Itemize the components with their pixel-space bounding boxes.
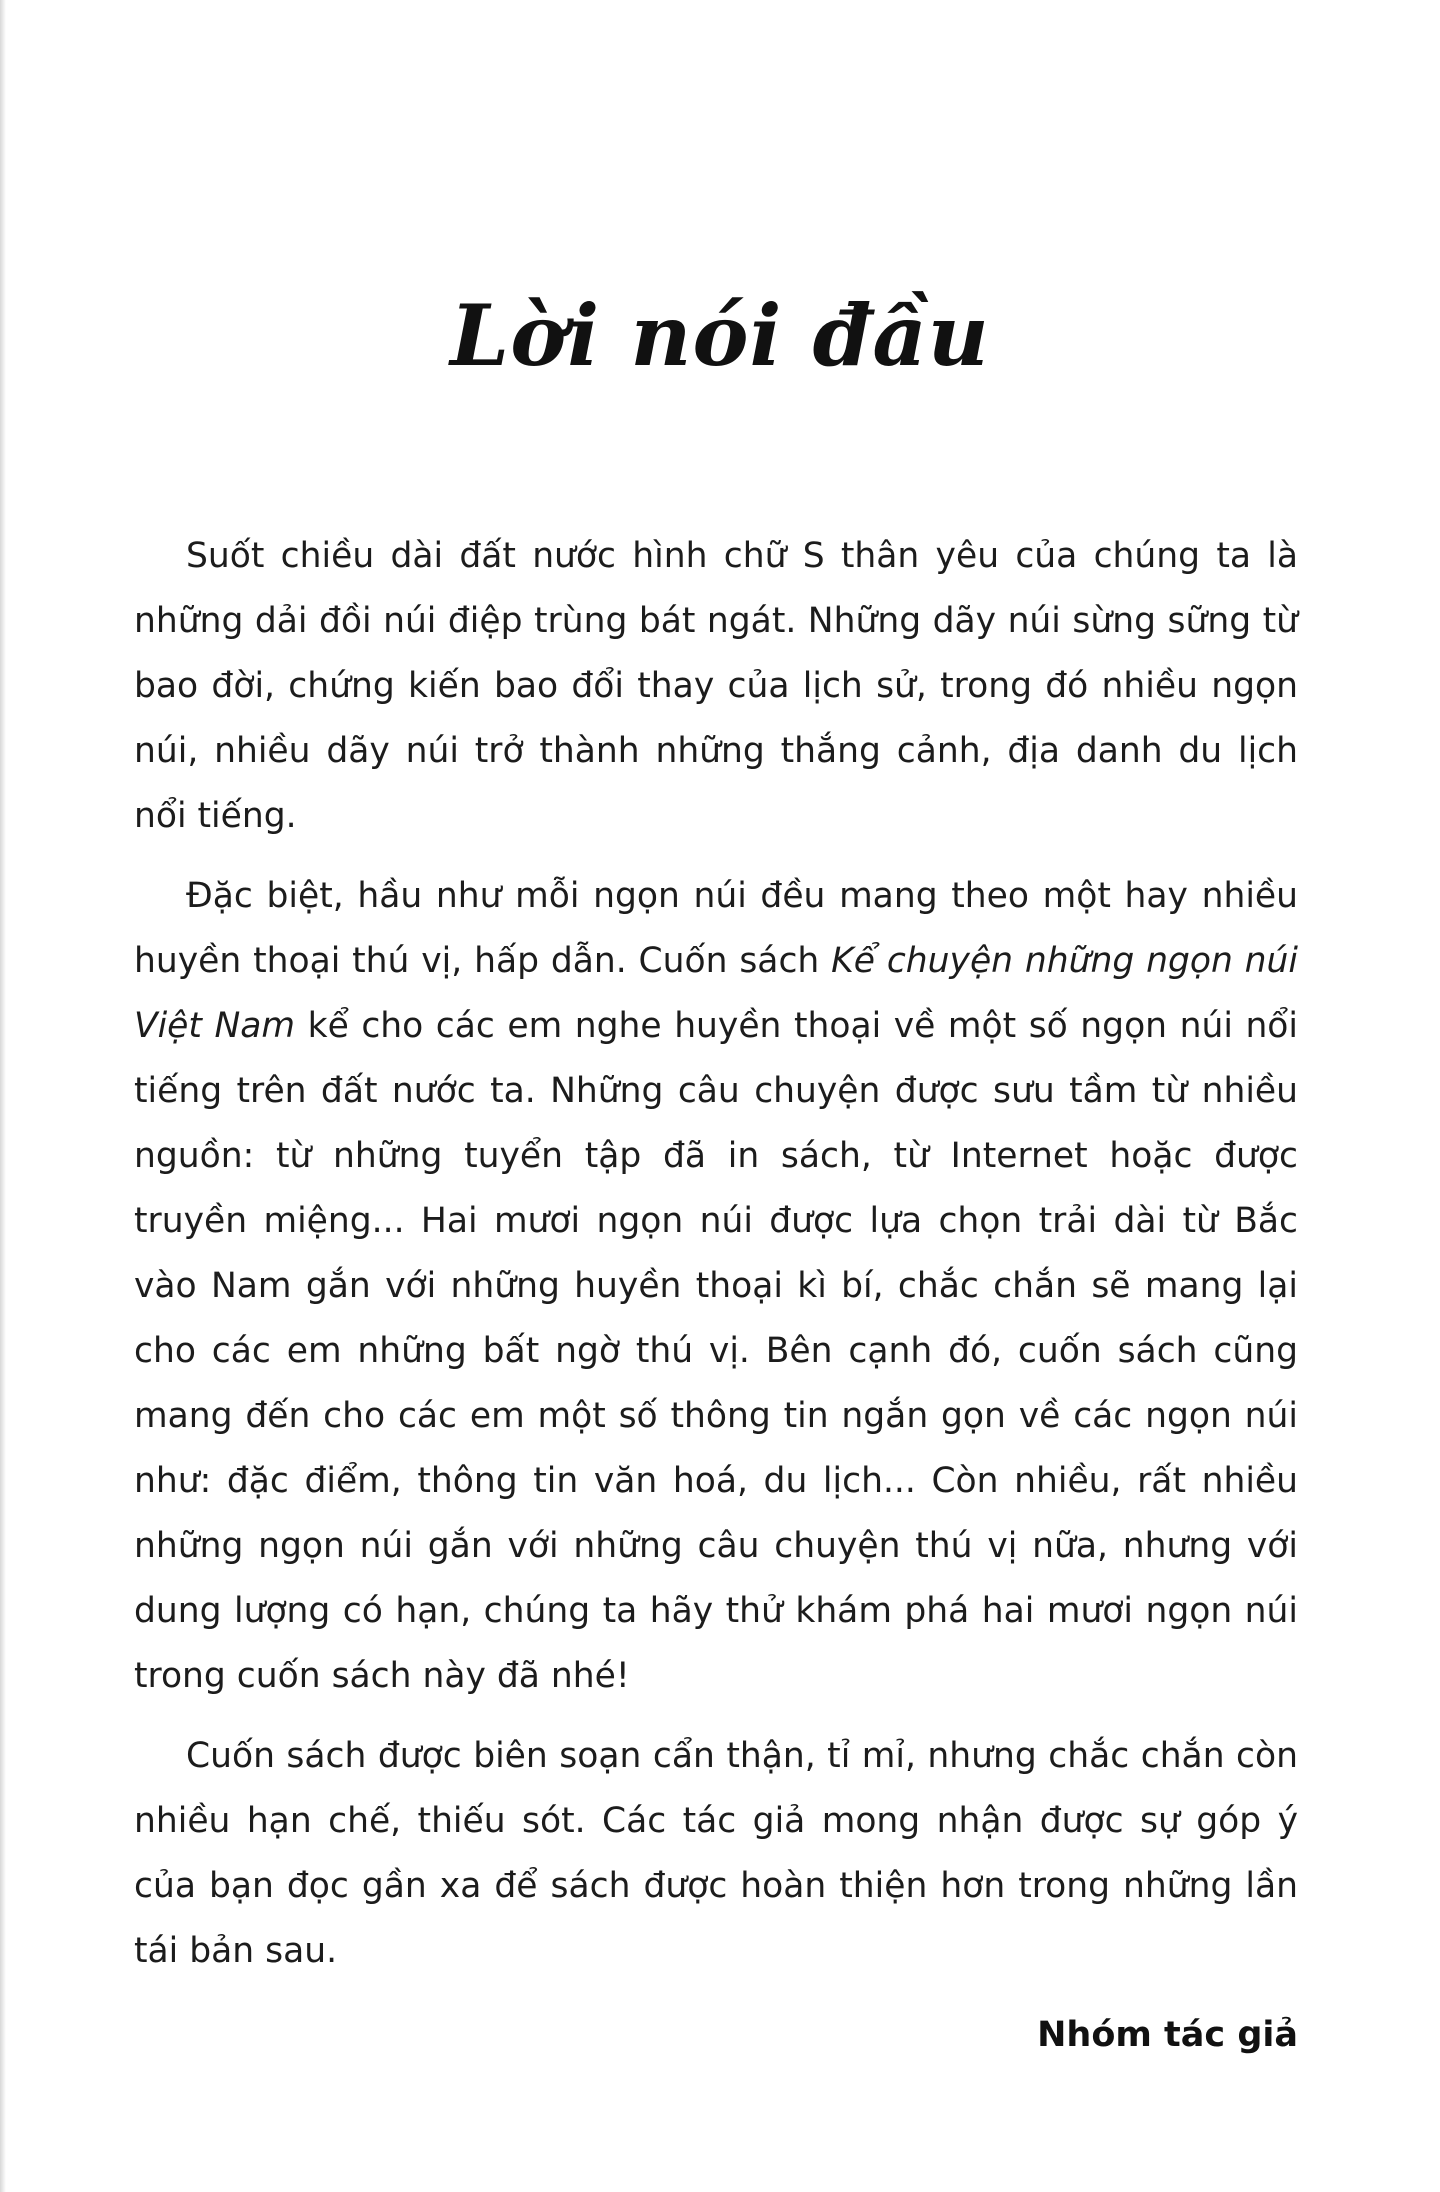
paragraph-book-description	[134, 864, 1298, 1709]
paragraph-closing: Cuốn sách được biên soạn cẩn thận, tỉ mỉ, nhưng chắc chắn còn nhiều hạn chế, thiếu sót. Các tác giả mong nhận được sự góp ý của bạn đọc gần xa để sách được hoàn thiện hơn trong những lần tái bản sau.	[134, 1736, 1298, 1971]
preface-body	[134, 524, 1298, 1999]
paragraph-text: kể cho các em nghe huyền thoại về một số ngọn núi nổi tiếng trên đất nước ta. Những câu chuyện được sưu tầm từ nhiều nguồn: từ những tuyển tập đã in sách, từ Internet hoặc được truyền miệng... Hai mươi ngọn núi được lựa chọn trải dài từ Bắc vào Nam gắn với những huyền thoại kì bí, chắc chắn sẽ mang lại cho các em những bất ngờ thú vị. Bên cạnh đó, cuốn sách cũng mang đến cho các em một số thông tin ngắn gọn về các ngọn núi như: đặc điểm, thông tin văn hoá, du lịch... Còn nhiều, rất nhiều những ngọn núi gắn với những câu chuyện thú vị nữa, nhưng với dung lượng có hạn, chúng ta hãy thử khám phá hai mươi ngọn núi trong cuốn sách này đã nhé!	[134, 1006, 1299, 1696]
author-signature: Nhóm tác giả	[1037, 2015, 1298, 2055]
paragraph-intro: Suốt chiều dài đất nước hình chữ S thân yêu của chúng ta là những dải đồi núi điệp trùng bát ngát. Những dãy núi sừng sững từ bao đời, chứng kiến bao đổi thay của lịch sử, trong đó nhiều ngọn núi, nhiều dãy núi trở thành những thắng cảnh, địa danh du lịch nổi tiếng.	[134, 536, 1298, 836]
paragraph-text: Đặc biệt, hầu như mỗi ngọn núi đều mang theo một hay nhiều huyền thoại thú vị, hấp dẫn. Cuốn sách	[134, 876, 1298, 981]
page-title: Lời nói đầu	[450, 286, 990, 386]
book-title: Kể chuyện những ngọn núi Việt Nam	[134, 941, 1299, 1046]
